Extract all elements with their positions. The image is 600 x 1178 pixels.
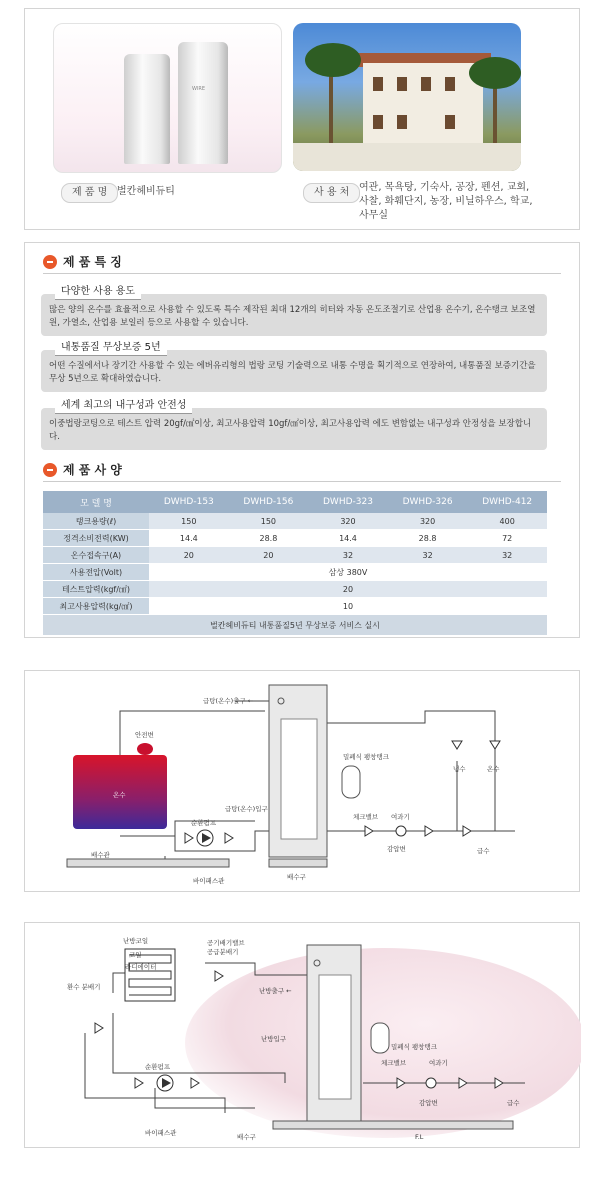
section-bullet-icon [43, 463, 57, 477]
expansion-tank [371, 1023, 389, 1053]
cell: 20 [229, 547, 309, 564]
pressure-valve-label: 감압변 [419, 1099, 438, 1107]
spec-heading-text: 제 품 사 양 [63, 463, 122, 477]
row-label: 온수접속구(A) [43, 547, 149, 564]
cold-label: 냉수 [453, 765, 466, 773]
row-label: 테스트압력(kgf/㎠) [43, 581, 149, 598]
valve-icon [191, 1078, 199, 1088]
floor-label: F.L [415, 1133, 424, 1141]
safety-valve-icon [137, 743, 153, 755]
spec-header-cell: DWHD-326 [388, 491, 468, 513]
feature-body: 어떤 수질에서나 장기간 사용할 수 있는 에버유리형의 법랑 코팅 기술력으로 내통 수명을 획기적으로 연장하여, 내통품질 보증기간을 무상 5년으로 확대하였습니다. [41, 350, 547, 392]
palm-tree [305, 43, 361, 77]
row-label: 정격소비전력(KW) [43, 530, 149, 547]
row-label: 탱크용량(ℓ) [43, 513, 149, 530]
heater-window [281, 719, 317, 839]
spec-heading [43, 461, 122, 478]
table-row [43, 547, 547, 564]
cell: 320 [308, 513, 388, 530]
hot-water-diagram-panel [24, 670, 580, 892]
check-valve-label: 체크밸브 [381, 1059, 407, 1067]
cell: 10 [149, 598, 547, 615]
cell: 32 [308, 547, 388, 564]
expansion-tank-label: 밀폐식 팽창탱크 [343, 753, 390, 761]
product-name-label: 제 품 명 [61, 183, 118, 203]
hot-water-diagram [25, 671, 581, 893]
base-slab [269, 859, 327, 867]
heating-outlet-label: 난방출구 ← [259, 987, 292, 995]
row-label: 사용전압(Volt) [43, 564, 149, 581]
expansion-tank [342, 766, 360, 798]
safety-valve-label: 안전변 [135, 731, 154, 739]
pipe [120, 831, 270, 851]
pressure-valve-label: 감압변 [387, 845, 406, 853]
strainer-label: 여과기 [391, 813, 410, 821]
spec-header-cell: DWHD-323 [308, 491, 388, 513]
feature-body: 많은 양의 온수를 효율적으로 사용할 수 있도록 특수 제작된 최대 12개의 히터와 자동 온도조절기로 산업용 온수기, 온수탱크 보조열원, 가열소, 산업용 보일러 등으로 사용할 수 있습니다. [41, 294, 547, 336]
cell: 400 [467, 513, 547, 530]
valve-icon [185, 833, 193, 843]
table-row [43, 598, 547, 615]
check-valve-label: 체크밸브 [353, 813, 379, 821]
cell: 20 [149, 581, 547, 598]
hot-label: 온수 [487, 765, 500, 773]
pump-label: 순환펌프 [145, 1063, 171, 1071]
section-bullet-icon [43, 255, 57, 269]
heater-tank-small [124, 54, 170, 164]
usage-line: 사찰, 화훼단지, 농장, 비닐하우스, 학교, [359, 196, 533, 207]
spec-header-cell: DWHD-412 [467, 491, 547, 513]
usage-label: 사 용 처 [303, 183, 360, 203]
usage-line: 사무실 [359, 210, 388, 221]
valve-icon [215, 971, 223, 981]
spec-header-cell: 모 델 명 [43, 491, 149, 513]
heating-diagram [25, 923, 581, 1149]
house-body [363, 63, 483, 153]
product-name-value: 벌칸헤비듀티 [117, 186, 175, 197]
heating-diagram-panel [24, 922, 580, 1148]
outlet-label: 급탕(온수)출구 ← [203, 697, 254, 705]
valve-icon [225, 833, 233, 843]
usage-line: 여관, 목욕탕, 기숙사, 공장, 펜션, 교회, [359, 182, 530, 193]
pressure-valve-icon [426, 1078, 436, 1088]
feature-title: 세계 최고의 내구성과 안전성 [55, 394, 192, 414]
cell: 32 [467, 547, 547, 564]
cell: 28.8 [388, 530, 468, 547]
cell: 14.4 [149, 530, 229, 547]
valve-icon [490, 741, 500, 749]
heater-window [319, 975, 351, 1099]
cell: 150 [229, 513, 309, 530]
cell: 삼상 380V [149, 564, 547, 581]
expansion-tank-label: 밀폐식 팽창탱크 [391, 1043, 438, 1051]
cell: 72 [467, 530, 547, 547]
building-photo [293, 23, 521, 171]
cell: 28.8 [229, 530, 309, 547]
spec-header-row [43, 491, 547, 513]
heater-badge: WIRE [192, 86, 206, 92]
pump-label: 순환펌프 [191, 819, 217, 827]
floor-slab [273, 1121, 513, 1129]
heater-tank-large [178, 42, 228, 164]
table-footer-row [43, 615, 547, 636]
air-vent-label-2: 공급분배기 [207, 948, 239, 956]
usage-value [359, 181, 533, 223]
cell: 20 [149, 547, 229, 564]
row-label: 최고사용압력(kg/㎠) [43, 598, 149, 615]
coil-label: 난방코일 [123, 937, 149, 945]
inlet-label: 급탕(온수)입구 [225, 805, 268, 813]
features-spec-panel [24, 242, 580, 638]
feature-body: 이중법랑코팅으로 테스트 압력 20gf/㎠이상, 최고사용압력 10gf/㎠이상, 최고사용압력 에도 변함없는 내구성과 안정성을 보장합니다. [41, 408, 547, 450]
drain-label: 배수구 [287, 873, 306, 881]
cell: 150 [149, 513, 229, 530]
strainer-label: 여과기 [429, 1059, 448, 1067]
cell: 14.4 [308, 530, 388, 547]
table-footer: 벌칸헤비듀티 내통품질5년 무상보증 서비스 실시 [43, 615, 547, 636]
feature-item [41, 279, 547, 336]
feature-title: 다양한 사용 용도 [55, 280, 141, 300]
coil2-label: 코일 [129, 951, 142, 959]
valve-icon [452, 741, 462, 749]
heating-inlet-label: 난방입구 [261, 1035, 287, 1043]
cell: 32 [388, 547, 468, 564]
valve-icon [425, 826, 433, 836]
pressure-valve-icon [396, 826, 406, 836]
heater-photo [53, 23, 282, 173]
table-row [43, 530, 547, 547]
supply-label: 급수 [477, 847, 490, 855]
valve-icon [95, 1023, 103, 1033]
tank-label: 온수 [113, 791, 126, 799]
table-row [43, 564, 547, 581]
feature-item [41, 335, 547, 392]
table-row [43, 513, 547, 530]
base-slab [67, 859, 229, 867]
valve-icon [365, 826, 373, 836]
features-heading [43, 253, 122, 270]
product-overview-panel [24, 8, 580, 230]
spec-header-cell: DWHD-156 [229, 491, 309, 513]
valve-icon [135, 1078, 143, 1088]
air-vent-label: 공기배기밸브 [207, 939, 245, 947]
spec-header-cell: DWHD-153 [149, 491, 229, 513]
supply-label: 급수 [507, 1099, 520, 1107]
feature-item [41, 393, 547, 450]
table-row [43, 581, 547, 598]
drain-pipe-label: 배수관 [91, 851, 110, 859]
valve-icon [463, 826, 471, 836]
radiator-label: 라디에이터 [125, 963, 157, 971]
bypass-label: 바이패스관 [193, 877, 225, 885]
drain-label: 배수구 [237, 1133, 256, 1141]
features-heading-text: 제 품 특 징 [63, 255, 122, 269]
spec-table [43, 491, 547, 636]
cell: 320 [388, 513, 468, 530]
palm-tree [469, 57, 521, 89]
feature-title: 내통품질 무상보증 5년 [55, 336, 167, 356]
house-fence [293, 143, 521, 171]
return-label: 환수 분배기 [67, 983, 101, 991]
bypass-label: 바이패스관 [145, 1129, 177, 1137]
